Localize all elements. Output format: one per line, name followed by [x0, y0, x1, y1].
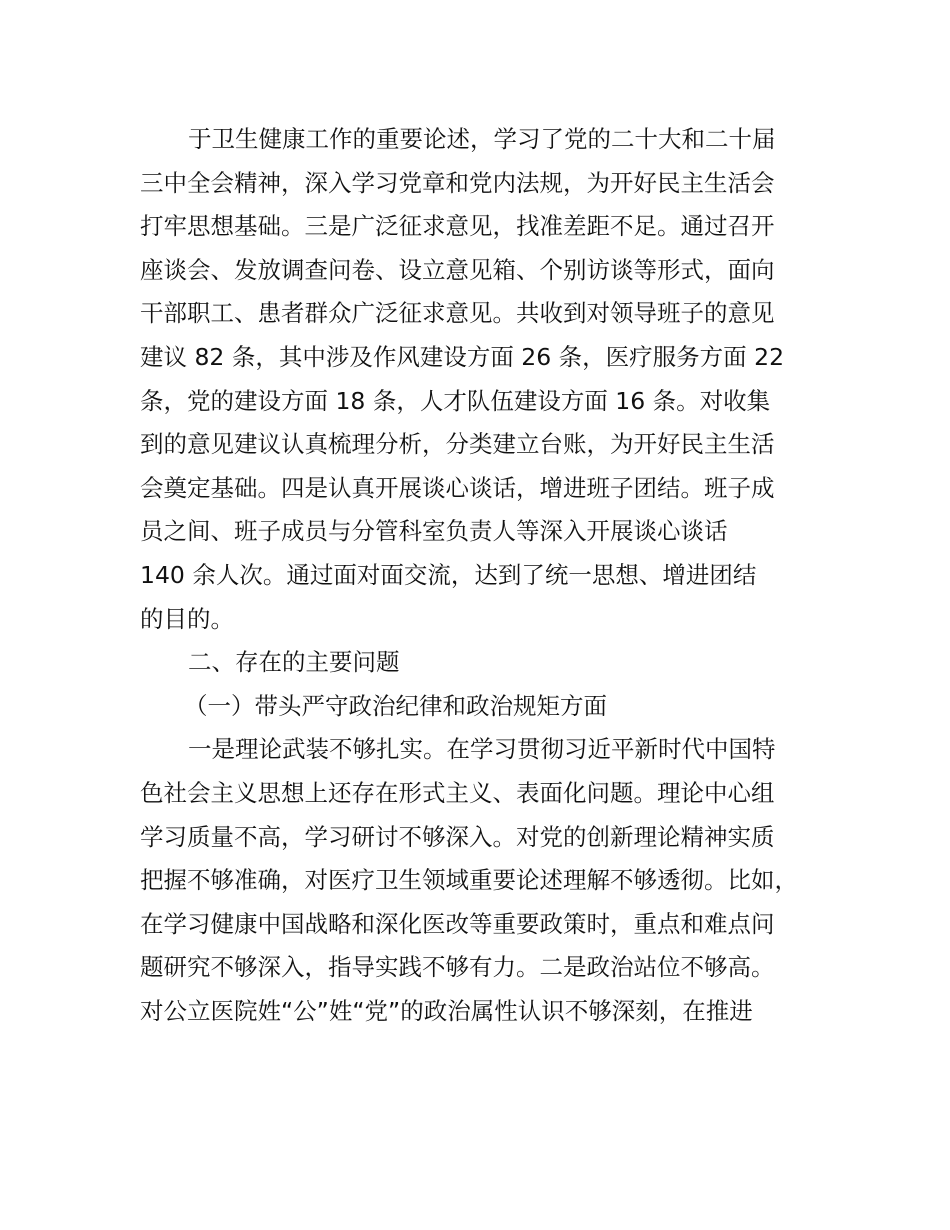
- paragraph-line: 色社会主义思想上还存在形式主义、表面化问题。理论中心组: [140, 778, 775, 807]
- paragraph-line: 于卫生健康工作的重要论述，学习了党的二十大和二十届: [188, 125, 776, 153]
- paragraph-line: 打牢思想基础。三是广泛征求意见，找准差距不足。通过召开: [140, 212, 775, 241]
- paragraph-line: 140 余人次。通过面对面交流，达到了统一思想、增进团结: [140, 560, 757, 589]
- paragraph-line: 学习质量不高，学习研讨不够深入。对党的创新理论精神实质: [140, 822, 775, 851]
- section-heading: 二、存在的主要问题: [188, 648, 400, 677]
- paragraph-line: 一是理论武装不够扎实。在学习贯彻习近平新时代中国特: [188, 735, 776, 764]
- paragraph-line: 干部职工、患者群众广泛征求意见。共收到对领导班子的意见: [140, 299, 775, 328]
- paragraph-line: 员之间、班子成员与分管科室负责人等深入开展谈心谈话: [140, 517, 728, 546]
- paragraph-line: 三中全会精神，深入学习党章和党内法规，为开好民主生活会: [140, 168, 775, 197]
- body-text: [140, 118, 830, 1033]
- paragraph-line: 条，党的建设方面 18 条，人才队伍建设方面 16 条。对收集: [140, 386, 771, 415]
- paragraph-line: 建议 82 条，其中涉及作风建设方面 26 条，医疗服务方面 22: [140, 342, 785, 371]
- paragraph-line: 对公立医院姓“公”姓“党”的政治属性认识不够深刻，在推进: [140, 996, 753, 1025]
- paragraph-line: 题研究不够深入，指导实践不够有力。二是政治站位不够高。: [140, 953, 775, 982]
- paragraph-line: 的目的。: [140, 604, 234, 633]
- paragraph-line: 到的意见建议认真梳理分析，分类建立台账，为开好民主生活: [140, 430, 775, 459]
- subsection-heading: （一）带头严守政治纪律和政治规矩方面: [184, 691, 607, 720]
- paragraph-line: 在学习健康中国战略和深化医改等重要政策时，重点和难点问: [140, 909, 775, 938]
- paragraph-line: 座谈会、发放调查问卷、设立意见箱、个别访谈等形式，面向: [140, 255, 775, 284]
- paragraph-line: 把握不够准确，对医疗卫生领域重要论述理解不够透彻。比如，: [140, 866, 798, 895]
- paragraph-line: 会奠定基础。四是认真开展谈心谈话，增进班子团结。班子成: [140, 473, 775, 502]
